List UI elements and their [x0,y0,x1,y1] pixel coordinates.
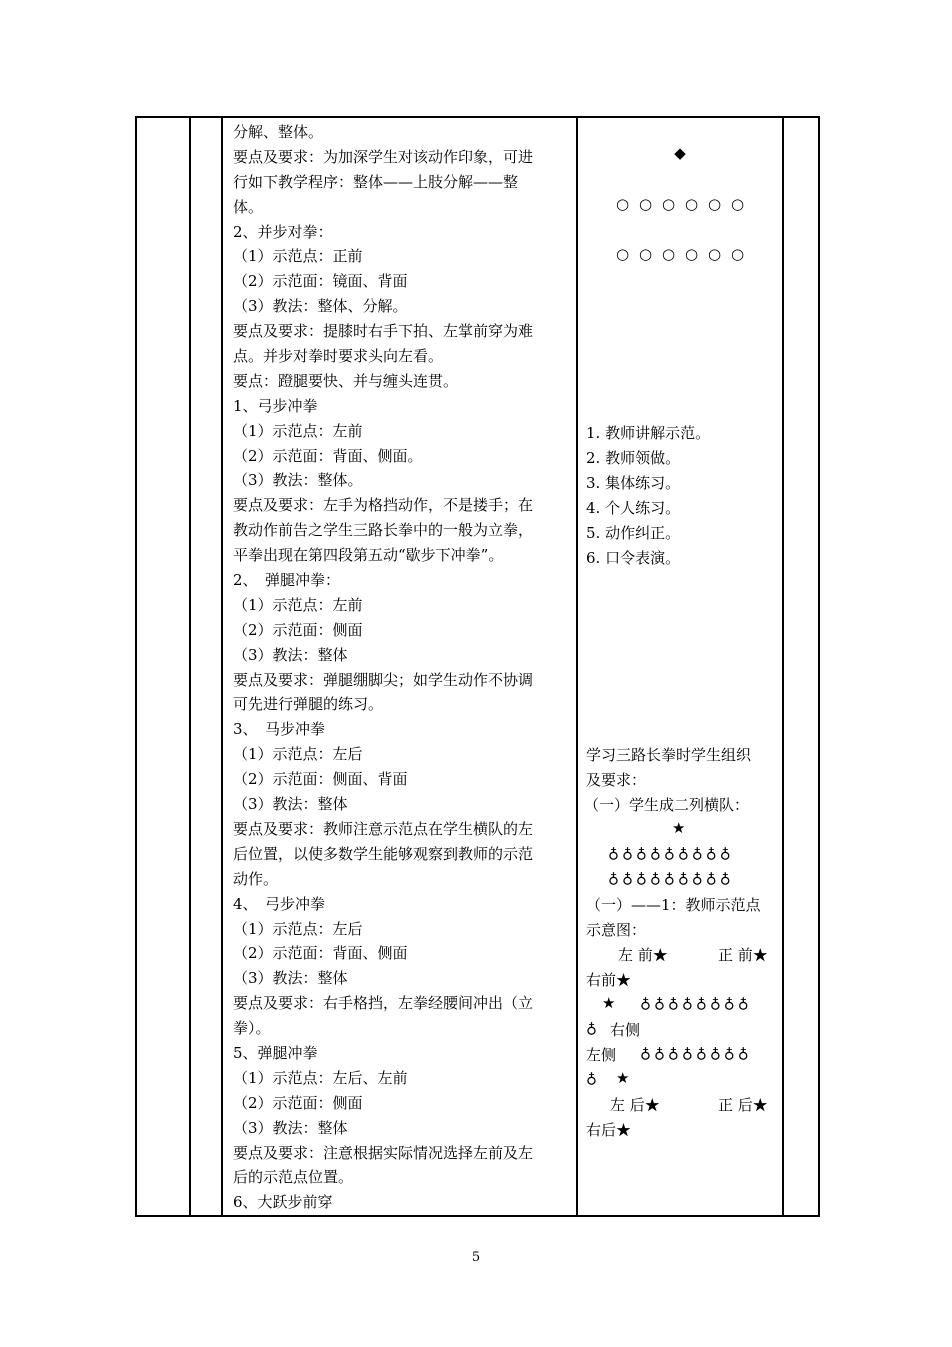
teaching-step: 1. 教师讲解示范。 [586,424,711,442]
content-line: 可先进行弹腿的练习。 [233,695,384,714]
blank-cell-1 [136,117,190,1216]
student-circle: ○ [638,195,653,213]
content-line: 3、 马步冲拳 [233,720,326,739]
content-line: （1）示范点：左前 [233,421,363,440]
organization-cell [577,117,783,1216]
diagram-tail-student-1: ♁ [586,1019,597,1037]
content-line: 1、弓步冲拳 [233,396,318,415]
teaching-content-cell [222,117,577,1216]
teaching-step: 6. 口令表演。 [586,548,681,567]
content-line: （1）示范点：左后 [233,919,363,938]
position-front: 正 前★ [718,946,768,964]
content-line: （3）教法：整体 [233,1118,348,1137]
student-circle: ○ [707,195,722,213]
content-line: （2）示范面：镜面、背面 [233,272,408,291]
diagram-tail-student-2: ♁ [586,1069,597,1087]
content-line: 5、弹腿冲拳 [233,1043,318,1062]
student-circle-row-1 [578,195,782,213]
left-side-label: 左侧 [586,1046,617,1064]
content-line: （2）示范面：背面、侧面。 [233,446,423,465]
teaching-content [223,118,576,1215]
diagram-student-row-2: ♁♁♁♁♁♁♁♁ [640,1044,752,1062]
diagram-label-line2: 示意图： [586,921,647,939]
content-line: 分解、整体。 [233,123,324,141]
content-line: 教动作前告之学生三路长拳中的一般为立拳， [233,521,534,540]
diagram-label-line1: （一）——1：教师示范点 [586,896,761,914]
content-line: （2）示范面：侧面、背面 [233,770,408,789]
content-line: （1）示范点：正前 [233,247,363,266]
organization-content [578,118,782,1215]
content-line: 要点及要求：右手格挡，左拳经腰间冲出（立 [233,994,534,1013]
content-line: （3）教法：整体 [233,969,348,988]
content-line: 要点及要求：注意根据实际情况选择左前及左 [233,1143,534,1162]
teaching-step: 2. 教师领做。 [586,448,681,467]
page-number: 5 [471,1250,481,1265]
content-line: 体。 [233,197,264,216]
teacher-star: ★ [672,819,686,837]
content-line: 要点：蹬腿要快、并与缠头连贯。 [233,371,459,390]
content-line: 要点及要求：提膝时右手下拍、左掌前穿为难 [233,322,534,341]
position-left-back: 左 后★ [610,1096,660,1114]
organization-heading-line1: 学习三路长拳时学生组织 [586,746,752,764]
organization-heading-line2: 及要求： [586,771,647,789]
blank-cell-2 [190,117,222,1216]
content-line: （3）教法：整体 [233,795,348,814]
student-circle: ○ [638,245,653,263]
teacher-diamond: ◆ [674,144,686,162]
content-line: （2）示范面：侧面 [233,620,363,639]
content-line: 4、 弓步冲拳 [233,894,326,913]
teaching-step: 3. 集体练习。 [586,473,681,492]
content-line: 要点及要求：弹腿绷脚尖；如学生动作不协调 [233,670,534,689]
content-line: （2）示范面：侧面 [233,1093,363,1112]
content-line: （2）示范面：背面、侧面 [233,944,408,963]
star-marker-2: ★ [616,1069,630,1087]
position-left-front: 左 前★ [618,946,668,964]
student-circle: ○ [615,245,630,263]
content-line: 6、大跃步前穿 [233,1193,333,1212]
student-row-1: ♁♁♁♁♁♁♁♁♁ [608,844,734,862]
position-back: 正 后★ [718,1096,768,1114]
student-circle: ○ [707,245,722,263]
teaching-step: 4. 个人练习。 [586,498,681,517]
star-marker: ★ [602,994,616,1012]
position-right-front: 右前★ [586,971,632,989]
content-line: 要点及要求：左手为格挡动作，不是搂手；在 [233,496,534,515]
right-side-label: 右侧 [610,1021,641,1039]
content-line: 点。并步对拳时要求头向左看。 [233,347,444,366]
content-line: 动作。 [233,869,279,888]
student-circle: ○ [661,245,676,263]
content-line: （3）教法：整体 [233,645,348,664]
student-circle: ○ [684,195,699,213]
student-circle-row-2 [578,245,782,263]
student-circle: ○ [684,245,699,263]
content-line: 拳）。 [233,1019,271,1038]
content-line: 平拳出现在第四段第五动“歇步下冲拳”。 [233,546,504,565]
content-line: （1）示范点：左前 [233,595,363,614]
teaching-steps-list [586,421,710,570]
content-line: 后位置，以使多数学生能够观察到教师的示范 [233,844,534,863]
diagram-student-row-1: ♁♁♁♁♁♁♁♁ [640,994,752,1012]
student-circle: ○ [615,195,630,213]
content-line: 2、 弹腿冲拳： [233,571,341,590]
student-circle: ○ [661,195,676,213]
position-right-back: 右后★ [586,1121,632,1139]
student-circle: ○ [730,195,745,213]
content-line: （1）示范点：左后 [233,745,363,764]
content-line: （3）教法：整体、分解。 [233,297,408,316]
student-row-2: ♁♁♁♁♁♁♁♁♁ [608,869,734,887]
content-line: 行如下教学程序：整体——上肢分解——整 [233,172,519,191]
content-line: 要点及要求：为加深学生对该动作印象，可进 [233,147,534,166]
teaching-step: 5. 动作纠正。 [586,523,681,542]
content-line: （3）教法：整体。 [233,471,363,490]
content-line: 后的示范点位置。 [233,1168,354,1187]
content-line: 2、并步对拳： [233,222,333,241]
formation-label: （一）学生成二列横队： [584,796,750,814]
content-line: （1）示范点：左后、左前 [233,1068,408,1087]
student-circle: ○ [730,245,745,263]
content-line: 要点及要求：教师注意示范点在学生横队的左 [233,819,534,838]
lesson-plan-table [135,116,820,1217]
blank-cell-5 [783,117,819,1216]
